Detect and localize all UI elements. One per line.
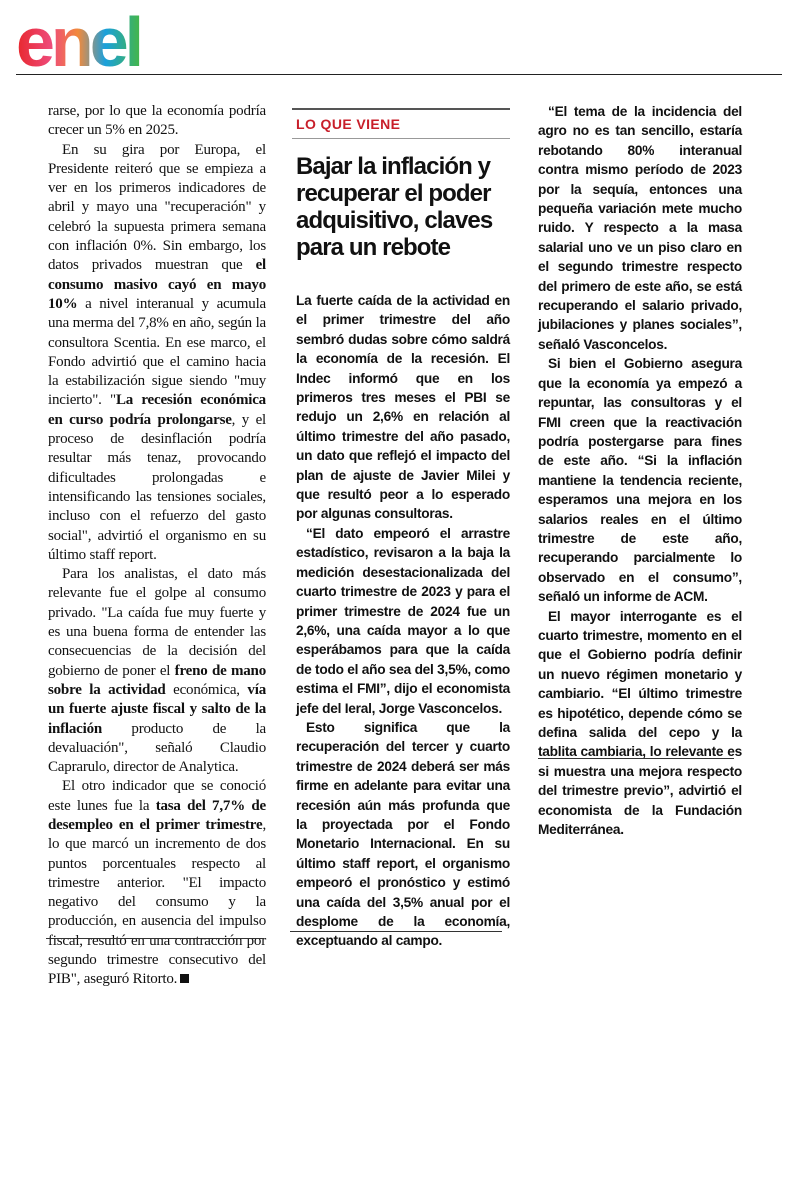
paragraph: Si bien el Gobierno asegura que la economía ya empezó a repuntar, las consultoras y el FMI creen que la reactivación podría postergarse para fines de este año. “Si la inflación mantiene la tendencia reciente, esperamos una mejora en los salarios reales en el último trimestre de este año, recuperando parcialmente lo observado en el consumo”, señaló un informe de ACM. bbox=[538, 356, 742, 605]
paragraph: “El dato empeoró el arrastre estadístico, revisaron a la baja la medición desestacionalizada del cuarto trimestre de 2023 y para el primer trimestre de 2024 fue un 2,6%, una caída mayor a lo que esperábamos para que la caída de todo el año sea del 3,5%, como estima el FMI”, dijo el economista jefe del Ieral, Jorge Vasconcelos. bbox=[296, 525, 510, 716]
sidebar-kicker: LO QUE VIENE bbox=[292, 108, 510, 139]
paragraph: Para los analistas, el dato más relevante fue el golpe al consumo privado. "La caída fue muy fuerte y es una buena forma de entender las consecuencias de la decisión del gobierno de poner el freno de mano sobre la actividad económica, vía un fuerte ajuste fiscal y salto de la inflación producto de la devaluación", señaló Claudio Caprarulo, director de Analytica. bbox=[48, 566, 266, 776]
article-column-3 bbox=[538, 102, 742, 839]
sidebar-headline: Bajar la inflación y recuperar el poder adquisitivo, claves para un rebote bbox=[296, 153, 493, 261]
paragraph: El mayor interrogante es el cuarto trimestre, momento en el que el Gobierno podría definir un nuevo régimen monetario y cambiario. “El último trimestre es hipotético, depende cómo se defina salida del cepo y la tablita cambiaria, lo relevante es si muestra una mejora respecto del trimestre previo”, advirtió el economista de la Fundación Mediterránea. bbox=[538, 608, 742, 838]
paragraph: En su gira por Europa, el Presidente reiteró que se empieza a ver en los primeros indicadores de abril y mayo una "recuperación" y celebró la supuesta primera semana con inflación 0%. Sin embargo, los datos privados muestran que el consumo masivo cayó en mayo 10% a nivel interanual y acumula una merma del 7,8% en año, según la consultora Scentia. En ese marco, el Fondo advirtió que el camino hacia la estabilización sigue siendo "muy incierto". "La recesión económica en curso podría prolongarse, y el proceso de desinflación podría resultar más tenaz, provocando dificultades prolongadas e intensificando las tensiones sociales, incluso con el refuerzo del gasto social", advirtió el organismo en su último staff report. bbox=[48, 141, 266, 563]
paragraph: El otro indicador que se conoció este lunes fue la tasa del 7,7% de desempleo en el primer trimestre, lo que marcó un incremento de dos puntos porcentuales respecto al trimestre anterior. "El impacto negativo del consumo y la producción, en ausencia del impulso fiscal, resultó en una contracción por segundo trimestre consecutivo del PIB", aseguró Ritorto. bbox=[48, 778, 266, 988]
svg-text:enel: enel bbox=[16, 6, 141, 74]
paragraph: “El tema de la incidencia del agro no es tan sencillo, estaría rebotando 80% interanual contra mismo período de 2023 por la sequía, entonces una pequeña variación mete mucho ruido. Y respecto a la masa salarial uno ve un piso claro en el segundo trimestre respecto del primero de este año, se está recuperando el salario privado, jubilaciones y planes sociales”, señaló Vasconcelos. bbox=[538, 104, 742, 352]
sidebar-column bbox=[292, 108, 510, 951]
article-column-1 bbox=[48, 102, 266, 990]
header-rule bbox=[16, 74, 782, 75]
paragraph: La fuerte caída de la actividad en el primer trimestre del año sembró dudas sobre cómo saldrá la economía de la recesión. El Indec informó que en los primeros tres meses el PBI se redujo un 2,6% en relación al último trimestre del año pasado, un dato que reflejó el impacto del plan de ajuste de Javier Milei y que resultó peor a lo esperado por algunas consultoras. bbox=[296, 293, 510, 522]
column-1-end-rule bbox=[46, 938, 264, 939]
end-mark-icon bbox=[180, 974, 189, 983]
paragraph: rarse, por lo que la economía podría crecer un 5% en 2025. bbox=[48, 103, 266, 139]
column-2-end-rule bbox=[290, 931, 502, 932]
column-3-end-rule bbox=[538, 758, 734, 759]
paragraph: Esto significa que la recuperación del tercer y cuarto trimestre de 2024 deberá ser más firme en adelante para evitar una recesión aún más profunda que la proyectada por el Fondo Monetario Internacional. En su último staff report, el organismo empeoró el pronóstico y estimó una caída del 3,5% anual por el desplome de la economía, exceptuando al campo. bbox=[296, 719, 510, 949]
enel-logo bbox=[16, 6, 186, 74]
